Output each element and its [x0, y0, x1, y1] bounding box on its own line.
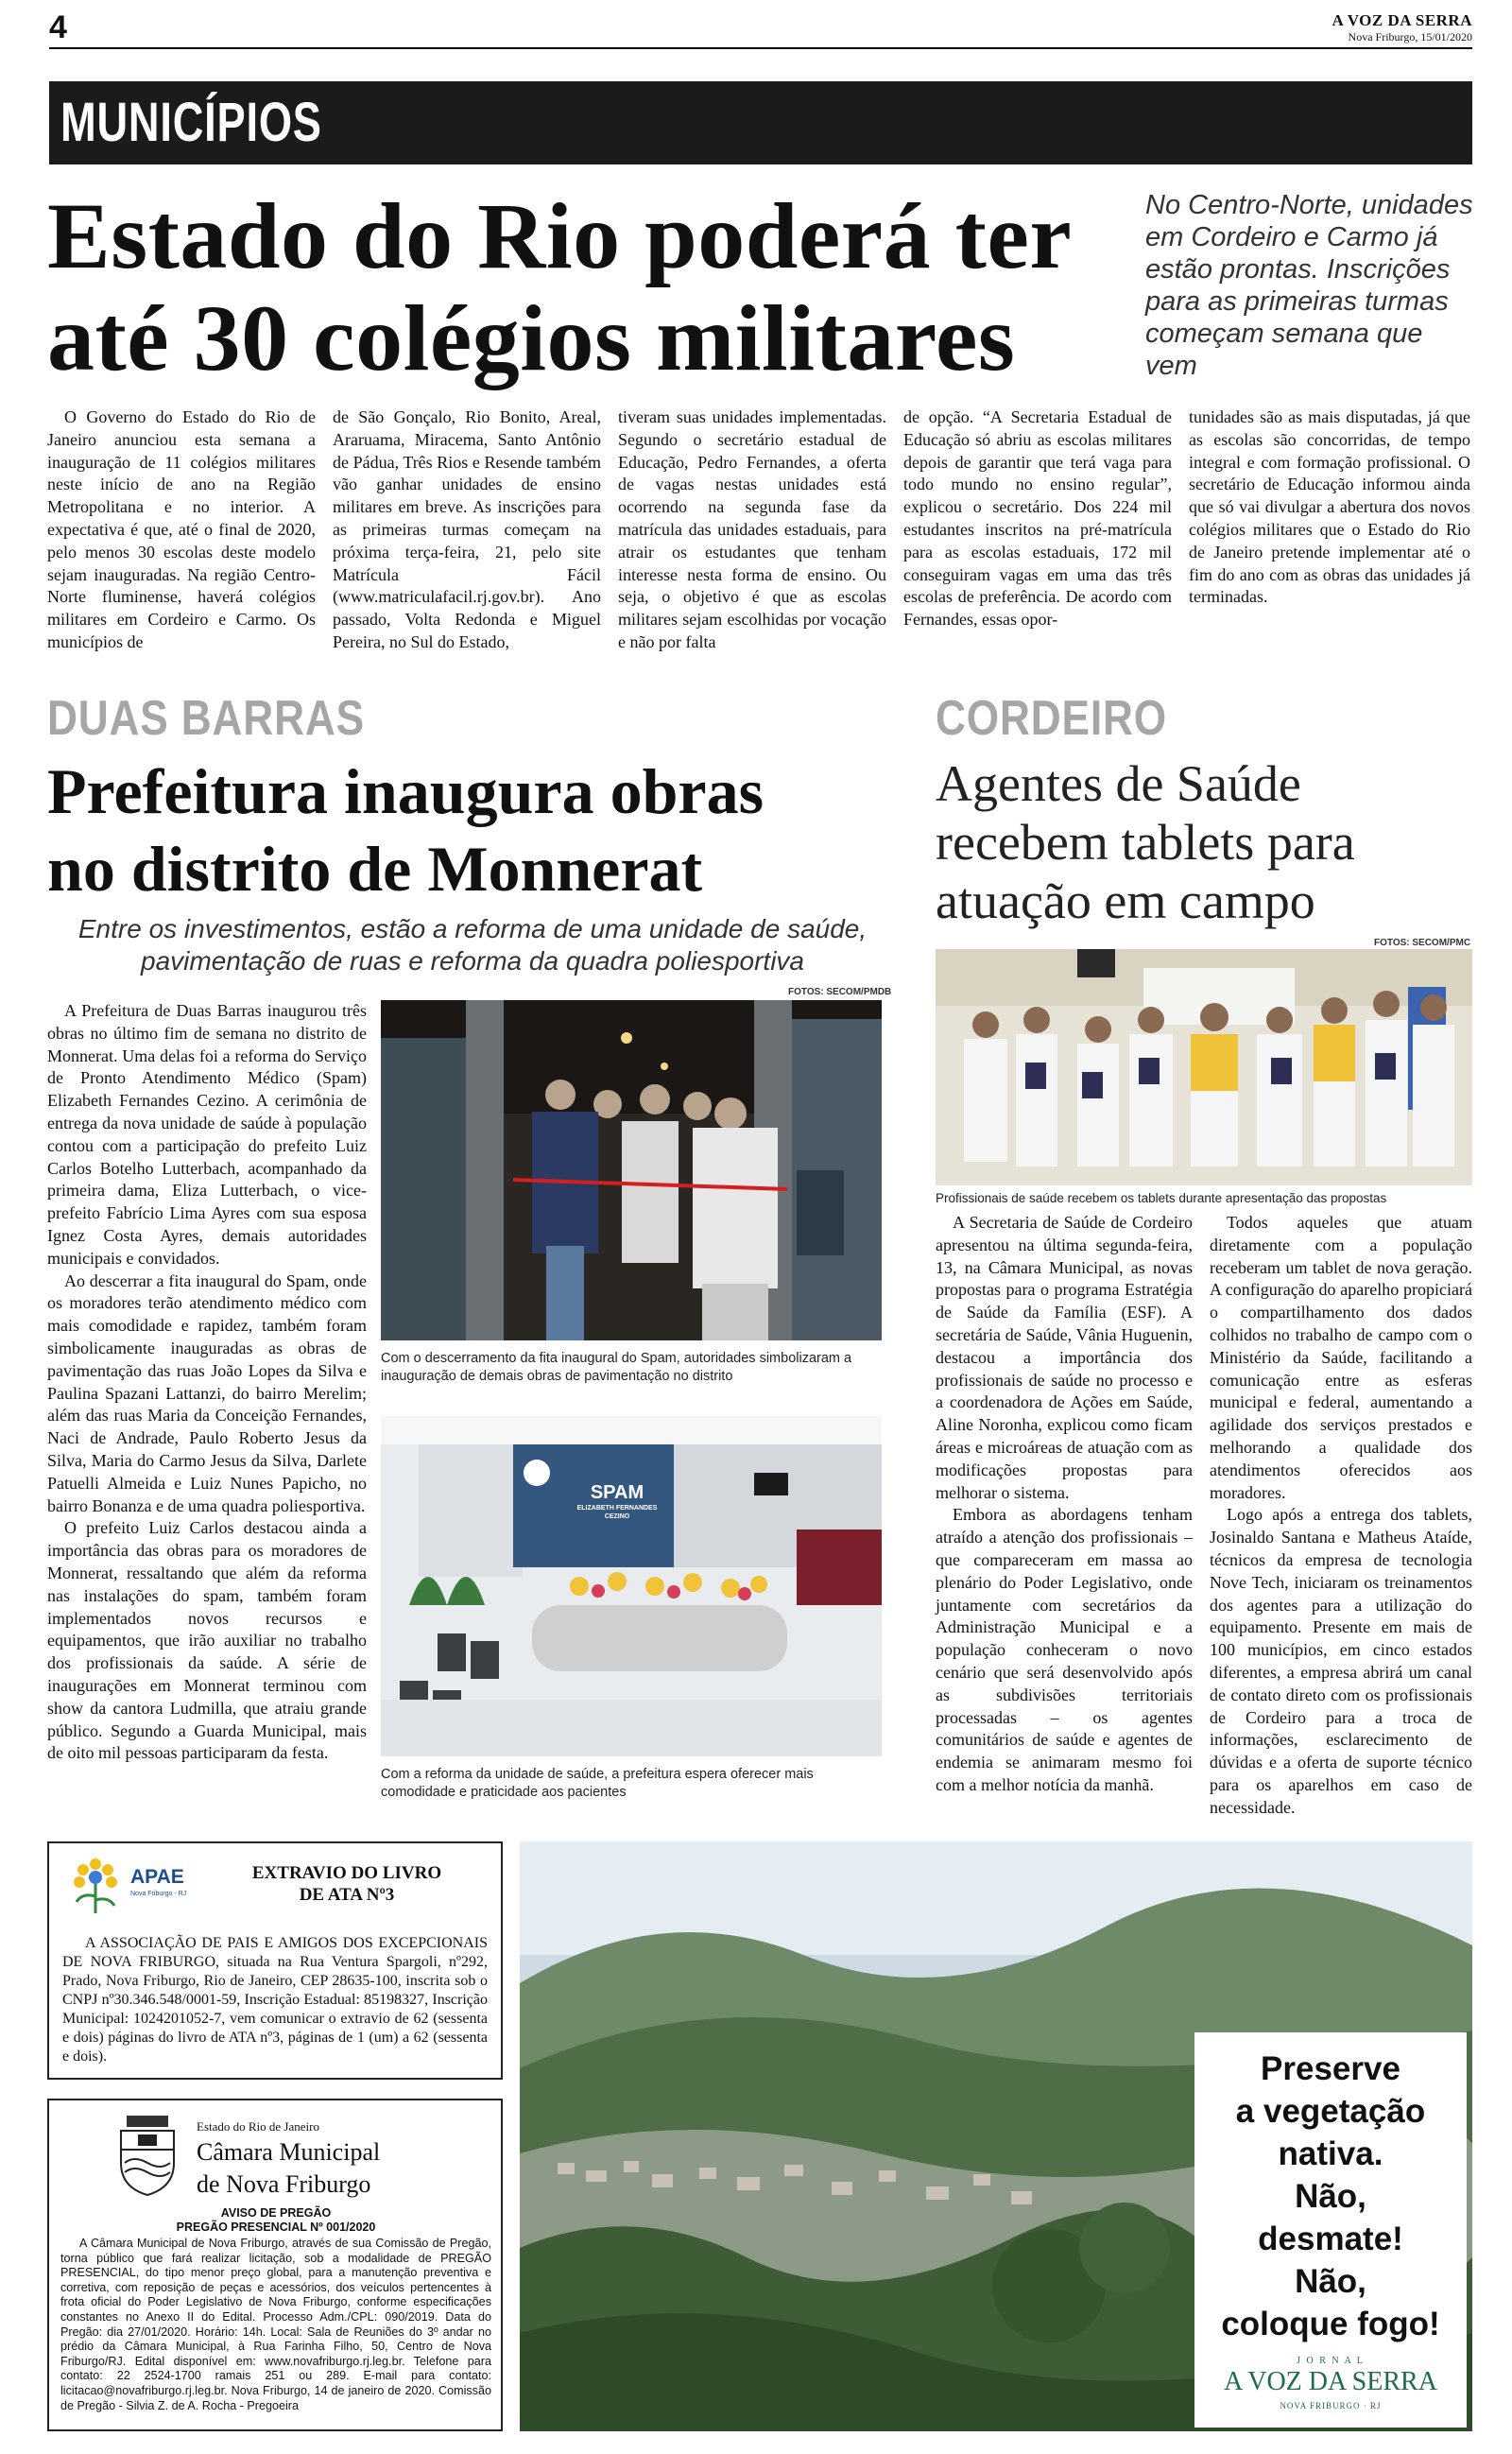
- apae-logo-sub: Nova Friburgo - RJ: [130, 1891, 187, 1897]
- duas-barras-photo-credit: FOTOS: SECOM/PMDB: [788, 987, 892, 997]
- camara-title: [59, 2206, 493, 2235]
- apae-flower-icon: [62, 1851, 129, 1917]
- duas-barras-paragraph: A Prefeitura de Duas Barras inaugurou três obras no último fim de semana no distrito de Monnerat. Uma delas foi a reforma do Serviço de Pronto Atendimento Médico (Spam) Elizabeth Fernandes Cezino. A cerimônia de entrega da nova unidade de saúde à população contou com a participação do prefeito Luiz Carlos Botelho Lutterbach, acompanhado da primeira dama, Eliza Lutterbach, o vice-prefeito Fabrício Lima Ayres com sua esposa Ignez Costa Ayres, demais autoridades municipais e convidados.: [47, 1001, 367, 1268]
- lead-column-4: de opção. “A Secretaria Estadual de Educação só abriu as escolas militares depois de garantir que terá vaga para todo mundo no ensino regular”, explicou o secretário. Dos 224 mil estudantes inscritos na pré-matrícula para as escolas estaduais, 172 mil conseguiram vagas em uma das três escolas de preferência. De acordo com Fernandes, essas opor-: [903, 407, 1172, 630]
- page-number: 4: [49, 9, 67, 45]
- spam-sign-title: SPAM: [590, 1482, 644, 1503]
- health-unit-caption: Com a reforma da unidade de saúde, a prefeitura espera oferecer mais comodidade e praticidade aos pacientes: [381, 1767, 814, 1800]
- duas-barras-paragraph: Ao descerrar a fita inaugural do Spam, onde os moradores terão atendimento médico com mais comodidade e rapidez, também foram simbolicamente inauguradas as obras de pavimentação das ruas João Lopes da Silva e Paulina Spazani Lattanzi, do bairro Merelim; além das ruas Maria da Conceição Fernandes, Naci de Andrade, Paulo Roberto Jesus da Silva, Maria do Carmo Jesus da Silva, Darlete Patuelli Almeida e Luiz Nunes Papicho, no bairro Bonanza e de uma quadra poliesportiva.: [47, 1270, 367, 1515]
- duas-barras-kicker: DUAS BARRAS: [47, 691, 365, 746]
- preserve-line: desmate!: [1258, 2221, 1403, 2257]
- apae-body: A ASSOCIAÇÃO DE PAIS E AMIGOS DOS EXCEPCIONAIS DE NOVA FRIBURGO, situada na Rua Ventura Spargoli, nº292, Prado, Nova Friburgo, Rio de Janeiro, CEP 28635-100, inscrita sob o CNPJ nº30.346.548/0001-59, Inscrição Estadual: 85198327, Inscrição Municipal: 1024201052-7, vem comunicar o extravio de 62 (sessenta e dois) páginas do livro de ATA nº3, páginas de 1 (um) a 62 (sessenta e dois).: [62, 1935, 488, 2065]
- preserve-line: Não,: [1295, 2263, 1366, 2300]
- preserve-line: Não,: [1295, 2178, 1366, 2215]
- preserve-message-box: [1194, 2032, 1467, 2428]
- camara-body: A Câmara Municipal de Nova Friburgo, através de sua Comissão de Pregão, torna público que fará realizar licitação, sob a modalidade de PREGÃO PRESENCIAL, do tipo menor preço global, para a manutenção preventiva e corretiva, com reposição de peças e acessórios, dos veículos pertencentes à frota oficial do Poder Legislativo de Nova Friburgo, conforme especificações constantes no Anexo II do Edital. Processo Adm./CPL: 090/2019. Data do Pregão: dia 27/01/2020. Horário: 14h. Local: Sala de Reuniões do 3º andar no prédio da Câmara Municipal, à Rua Farinha Filho, 50, Centro de Nova Friburgo/RJ. Edital disponível em: www.novafriburgo.rj.leg.br. Telefone para contato: 22 2524-1700 ramais 251 ou 289. E-mail para contato: licitacao@novafriburgo.rj.leg.br. Nova Friburgo, 14 de janeiro de 2020. Comissão de Pregão - Silvia Z. de A. Rocha - Pregoeira: [60, 2237, 491, 2412]
- apae-logo-text: APAE: [130, 1866, 184, 1888]
- lead-column-3: tiveram suas unidades implementadas. Segundo o secretário estadual de Educação, Pedro Fernandes, a oferta de vagas nestas unidades está ocorrendo na segunda fase da matrícula das unidades estaduais, para atrair os estudantes que tenham interesse nesta forma de ensino. Ou seja, o objetivo é que as escolas militares sejam escolhidas por vocação e não por falta: [618, 407, 886, 651]
- cordeiro-column-left: [936, 1212, 1193, 1797]
- cordeiro-paragraph: Logo após a entrega dos tablets, Josinaldo Santana e Matheus Ataíde, técnicos da empresa de tecnologia Nove Tech, iniciaram os treinamentos dos agentes para a utilização do equipamento. Presente em mais de 100 municípios, em cinco estados diferentes, a empresa abrirá um canal de contato direto com os profissionais de Cordeiro para a troca de informações, esclarecimento de dúvidas e a oferta de suporte técnico para os aparelhos em caso de necessidade.: [1210, 1505, 1472, 1817]
- lead-deck: No Centro-Norte, unidades em Cordeiro e Carmo já estão prontas. Inscrições para as primeiras turmas começam semana que vem: [1145, 190, 1473, 381]
- lead-headline: [47, 185, 1143, 389]
- duas-barras-headline-line1: Prefeitura inaugura obras: [47, 755, 765, 827]
- spam-sign: [570, 1482, 664, 1521]
- camara-name-line1: Câmara Municipal: [197, 2138, 381, 2166]
- health-unit-photo: [381, 1416, 882, 1756]
- ad-brand: A VOZ DA SERRA: [1224, 2367, 1437, 2396]
- cordeiro-paragraph: A Secretaria de Saúde de Cordeiro apresentou na última segunda-feira, 13, na Câmara Municipal, as novas propostas para o programa Estratégia de Saúde da Família (ESF). A secretária de Saúde, Vânia Huguenin, destacou a importância dos profissionais de saúde no processo e a coordenadora de Ações em Saúde, Aline Noronha, explicou como ficam áreas e microáreas de atuação com as modificações propostas para melhorar o sistema.: [936, 1213, 1193, 1502]
- ribbon-cutting-photo: [381, 1000, 882, 1340]
- section-label: MUNICÍPIOS: [60, 92, 322, 153]
- apae-title: [229, 1862, 465, 1906]
- preserve-line: coloque fogo!: [1221, 2306, 1440, 2342]
- preserve-line: nativa.: [1278, 2135, 1383, 2172]
- cordeiro-kicker: CORDEIRO: [936, 691, 1168, 746]
- apae-title-line2: DE ATA Nº3: [299, 1885, 395, 1905]
- agents-tablets-illustration: [936, 949, 1472, 1185]
- health-unit-illustration: [381, 1416, 882, 1756]
- duas-barras-paragraph: O prefeito Luiz Carlos destacou ainda a importância das obras para os moradores de Monnerat, ressaltando que além da reforma nas instalações do spam, também foram implementados novos recursos e equipamentos, que irão auxiliar no trabalho dos profissionais da saúde. A série de inaugurações em Monnerat terminou com show da cantora Ludmilla, que atraiu grande público. Segundo a Guarda Municipal, mais de oito mil pessoas participaram da festa.: [47, 1518, 367, 1763]
- agents-tablets-photo: [936, 949, 1472, 1185]
- duas-barras-headline: [47, 752, 898, 907]
- cordeiro-paragraph: Todos aqueles que atuam diretamente com a população receberam um tablet de nova geração. A configuração do aparelho propiciará o compartilhamento dos dados colhidos no trabalho de campo com o Ministério da Saúde, facilitando a comunicação entre as esferas municipal e federal, aumentando a agilidade dos serviços prestados e melhorando a qualidade dos atendimentos oferecidos aos moradores.: [1210, 1213, 1472, 1502]
- spam-sign-subtitle: ELIZABETH FERNANDES CEZINO: [576, 1505, 658, 1520]
- camara-name-line2: de Nova Friburgo: [197, 2170, 371, 2198]
- cordeiro-photo-credit: FOTOS: SECOM/PMC: [1374, 938, 1471, 948]
- section-banner: [49, 81, 1472, 164]
- apae-notice: [47, 1841, 503, 2080]
- camara-name: [197, 2136, 380, 2201]
- lead-column-5: tunidades são as mais disputadas, já que as escolas são concorridas, de tempo integral e com formação profissional. O secretário de Educação informou ainda que só vai divulgar a abertura dos novos colégios militares que o Estado do Rio de Janeiro pretende implementar até o fim do ano com as obras das unidades já terminadas.: [1189, 407, 1470, 607]
- camara-title-line1: AVISO DE PREGÃO: [220, 2206, 332, 2220]
- preserve-message: [1194, 2048, 1467, 2345]
- date-line: Nova Friburgo, 15/01/2020: [1348, 30, 1472, 43]
- ribbon-cutting-caption: Com o descerramento da fita inaugural do Spam, autoridades simbolizaram a inauguração de demais obras de pavimentação no distrito: [381, 1351, 852, 1384]
- camara-state: Estado do Rio de Janeiro: [197, 2119, 319, 2134]
- lead-column-2: de São Gonçalo, Rio Bonito, Areal, Araruama, Miracema, Santo Antônio de Pádua, Três Rios e Resende também vão ganhar unidades de ensino militares em breve. As inscrições para as primeiras turmas começam na próxima terça-feira, 21, pelo site Matrícula Fácil (www.matriculafacil.rj.gov.br). Ano passado, Volta Redonda e Miguel Pereira, no Sul do Estado,: [333, 407, 601, 651]
- cordeiro-paragraph: Embora as abordagens tenham atraído a atenção dos profissionais – que compareceram em massa ao plenário do Poder Legislativo, onde juntamente com secretários da Administração Municipal e a população conheceram o novo cenário que será desenvolvido após as subdivisões territoriais processadas – os agentes comunitários de saúde e agentes de endemia se animaram mesmo foi com a melhor notícia da manhã.: [936, 1505, 1193, 1794]
- ribbon-cutting-illustration: [381, 1000, 882, 1340]
- lead-column-1: O Governo do Estado do Rio de Janeiro anunciou esta semana a inauguração de 11 colégios militares neste início de ano na Região Metropolitana e no interior. A expectativa é que, até o final de 2020, pelo menos 30 escolas deste modelo sejam inauguradas. Na região Centro-Norte fluminense, haverá colégios militares em Cordeiro e Carmo. Os municípios de: [47, 407, 316, 651]
- camara-notice: [47, 2099, 503, 2431]
- camara-coat-of-arms-icon: [113, 2116, 181, 2197]
- preserve-line: Preserve: [1261, 2050, 1400, 2087]
- lead-headline-line1: Estado do Rio poderá ter: [47, 183, 1073, 288]
- ad-brand-sub: NOVA FRIBURGO · RJ: [1280, 2401, 1382, 2411]
- ad-brand-small: J O R N A L: [1297, 2356, 1365, 2366]
- duas-barras-headline-line2: no distrito de Monnerat: [47, 833, 703, 905]
- cordeiro-headline: Agentes de Saúde recebem tablets para atuação em campo: [936, 755, 1355, 929]
- camara-title-line2: PREGÃO PRESENCIAL Nº 001/2020: [176, 2221, 376, 2234]
- duas-barras-deck: Entre os investimentos, estão a reforma de uma unidade de saúde, pavimentação de ruas e reforma da quadra poliesportiva: [77, 914, 868, 976]
- header-rule: [49, 47, 1472, 49]
- lead-headline-line2: até 30 colégios militares: [47, 285, 1016, 390]
- agents-tablets-caption: Profissionais de saúde recebem os tablets durante apresentação das propostas: [936, 1191, 1387, 1205]
- duas-barras-body: [47, 1000, 367, 1765]
- apae-title-line1: EXTRAVIO DO LIVRO: [251, 1863, 442, 1883]
- cordeiro-column-right: [1210, 1212, 1472, 1820]
- preserve-line: a vegetação: [1235, 2093, 1426, 2130]
- newspaper-name: A VOZ DA SERRA: [1332, 11, 1472, 29]
